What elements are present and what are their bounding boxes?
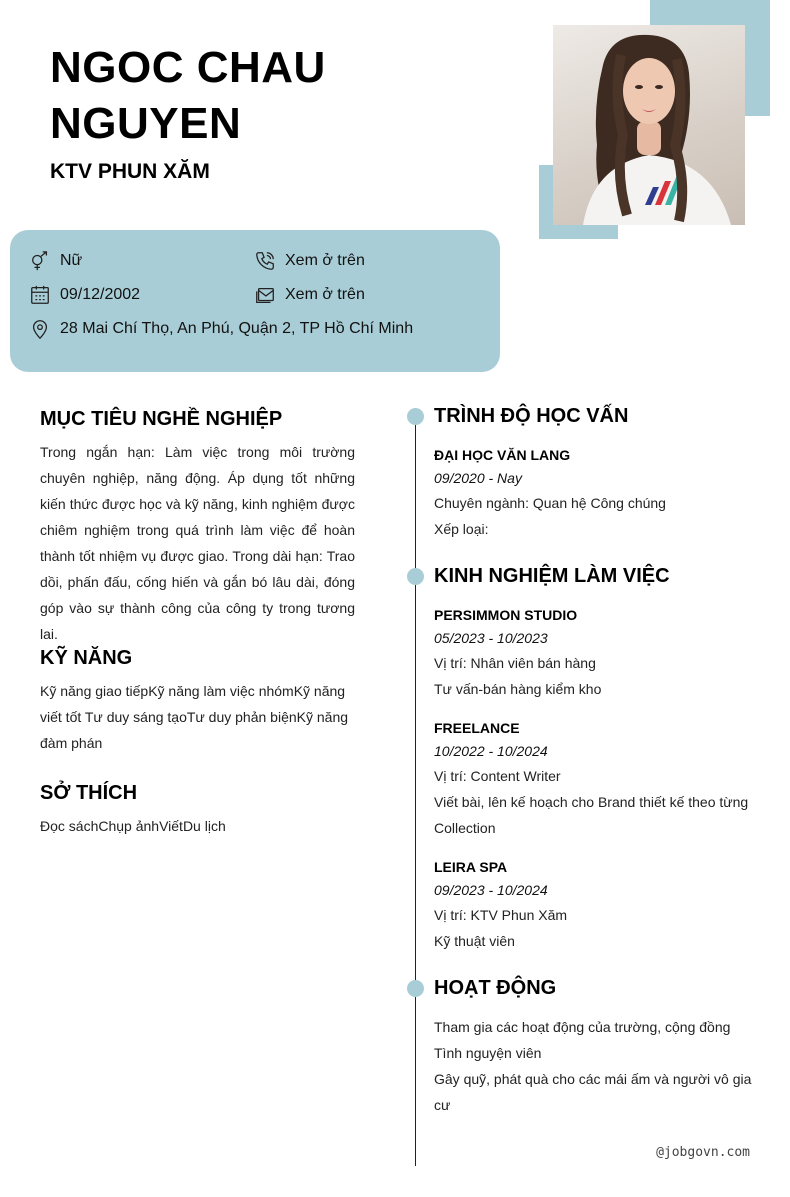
address-value: 28 Mai Chí Thọ, An Phú, Quận 2, TP Hồ Chí Minh (60, 320, 414, 337)
gender-icon (29, 250, 51, 272)
contact-gender (29, 250, 82, 272)
experience-description: Kỹ thuật viên (434, 933, 515, 949)
contact-phone (254, 250, 365, 272)
activity-line: Tình nguyện viên (434, 1045, 542, 1061)
contact-birthday (29, 284, 140, 306)
phone-value: Xem ở trên (285, 252, 365, 269)
hobbies-text: Đọc sáchChụp ảnhViếtDu lịch (40, 818, 226, 834)
company-name: PERSIMMON STUDIO (434, 607, 578, 623)
education-rank: Xếp loại: (434, 521, 489, 537)
experience-heading: KINH NGHIỆM LÀM VIỆC (434, 565, 670, 587)
timeline-dot-activities (407, 980, 424, 997)
name-line-2: NGUYEN (50, 99, 242, 148)
watermark: @jobgovn.com (656, 1145, 750, 1160)
experience-position: Vị trí: KTV Phun Xăm (434, 907, 568, 923)
job-title: KTV PHUN XĂM (50, 160, 210, 183)
education-entry (434, 444, 754, 542)
objective-text: Trong ngắn hạn: Làm việc trong môi trường chuyên nghiệp, năng động. Áp dụng tốt những kiến thức được học và kỹ năng, kinh nghiệm được chiêm nghiệm trong quá trình làm việc để hoàn thành tốt nhiệm vụ được giao. Trong dài hạn: Trao dồi, phấn đấu, cống hiến và gắn bó lâu dài, đóng góp vào sự thành công của công ty trong tương lai. (40, 444, 355, 642)
location-pin-icon (29, 318, 51, 340)
skills-heading: KỸ NĂNG (40, 647, 133, 669)
portrait-illustration (553, 25, 745, 225)
contact-address (29, 318, 413, 340)
phone-icon (254, 250, 276, 272)
gender-value: Nữ (60, 252, 83, 269)
email-value: Xem ở trên (285, 286, 365, 303)
name-line-1: NGOC CHAU (50, 43, 326, 92)
experience-item (434, 717, 754, 841)
contact-info-box (10, 230, 500, 372)
email-icon (254, 284, 276, 306)
company-name: LEIRA SPA (434, 859, 508, 875)
experience-description: Tư vấn-bán hàng kiểm kho (434, 681, 602, 697)
skills-text: Kỹ năng giao tiếpKỹ năng làm việc nhómKỹ năng viết tốt Tư duy sáng tạoTư duy phản biệnKỹ năng đàm phán (40, 683, 349, 751)
experience-period: 10/2022 - 10/2024 (434, 743, 548, 759)
company-name: FREELANCE (434, 720, 520, 736)
experience-item (434, 856, 754, 954)
experience-description: Viết bài, lên kế hoạch cho Brand thiết kế theo từng Collection (434, 794, 749, 836)
hobbies-heading: SỞ THÍCH (40, 782, 138, 804)
school-name: ĐẠI HỌC VĂN LANG (434, 447, 571, 463)
activities-heading: HOẠT ĐỘNG (434, 977, 557, 999)
profile-photo (553, 25, 745, 225)
experience-item (434, 604, 754, 702)
education-major: Chuyên ngành: Quan hệ Công chúng (434, 495, 666, 511)
timeline-dot-experience (407, 568, 424, 585)
timeline-dot-education (407, 408, 424, 425)
experience-position: Vị trí: Content Writer (434, 768, 561, 784)
activity-line: Tham gia các hoạt động của trường, cộng đồng (434, 1019, 731, 1035)
activity-line: Gây quỹ, phát quà cho các mái ấm và người vô gia cư (434, 1071, 752, 1113)
experience-period: 05/2023 - 10/2023 (434, 630, 548, 646)
experience-position: Vị trí: Nhân viên bán hàng (434, 655, 596, 671)
education-period: 09/2020 - Nay (434, 470, 522, 486)
experience-period: 09/2023 - 10/2024 (434, 882, 548, 898)
birthday-value: 09/12/2002 (60, 286, 141, 303)
education-heading: TRÌNH ĐỘ HỌC VẤN (434, 405, 629, 427)
activities-list (434, 1014, 754, 1118)
timeline-line (415, 408, 416, 1166)
objective-heading: MỤC TIÊU NGHỀ NGHIỆP (40, 408, 283, 430)
calendar-icon (29, 284, 51, 306)
profile-photo-frame (539, 0, 770, 239)
candidate-name (50, 40, 490, 152)
contact-email (254, 284, 365, 306)
